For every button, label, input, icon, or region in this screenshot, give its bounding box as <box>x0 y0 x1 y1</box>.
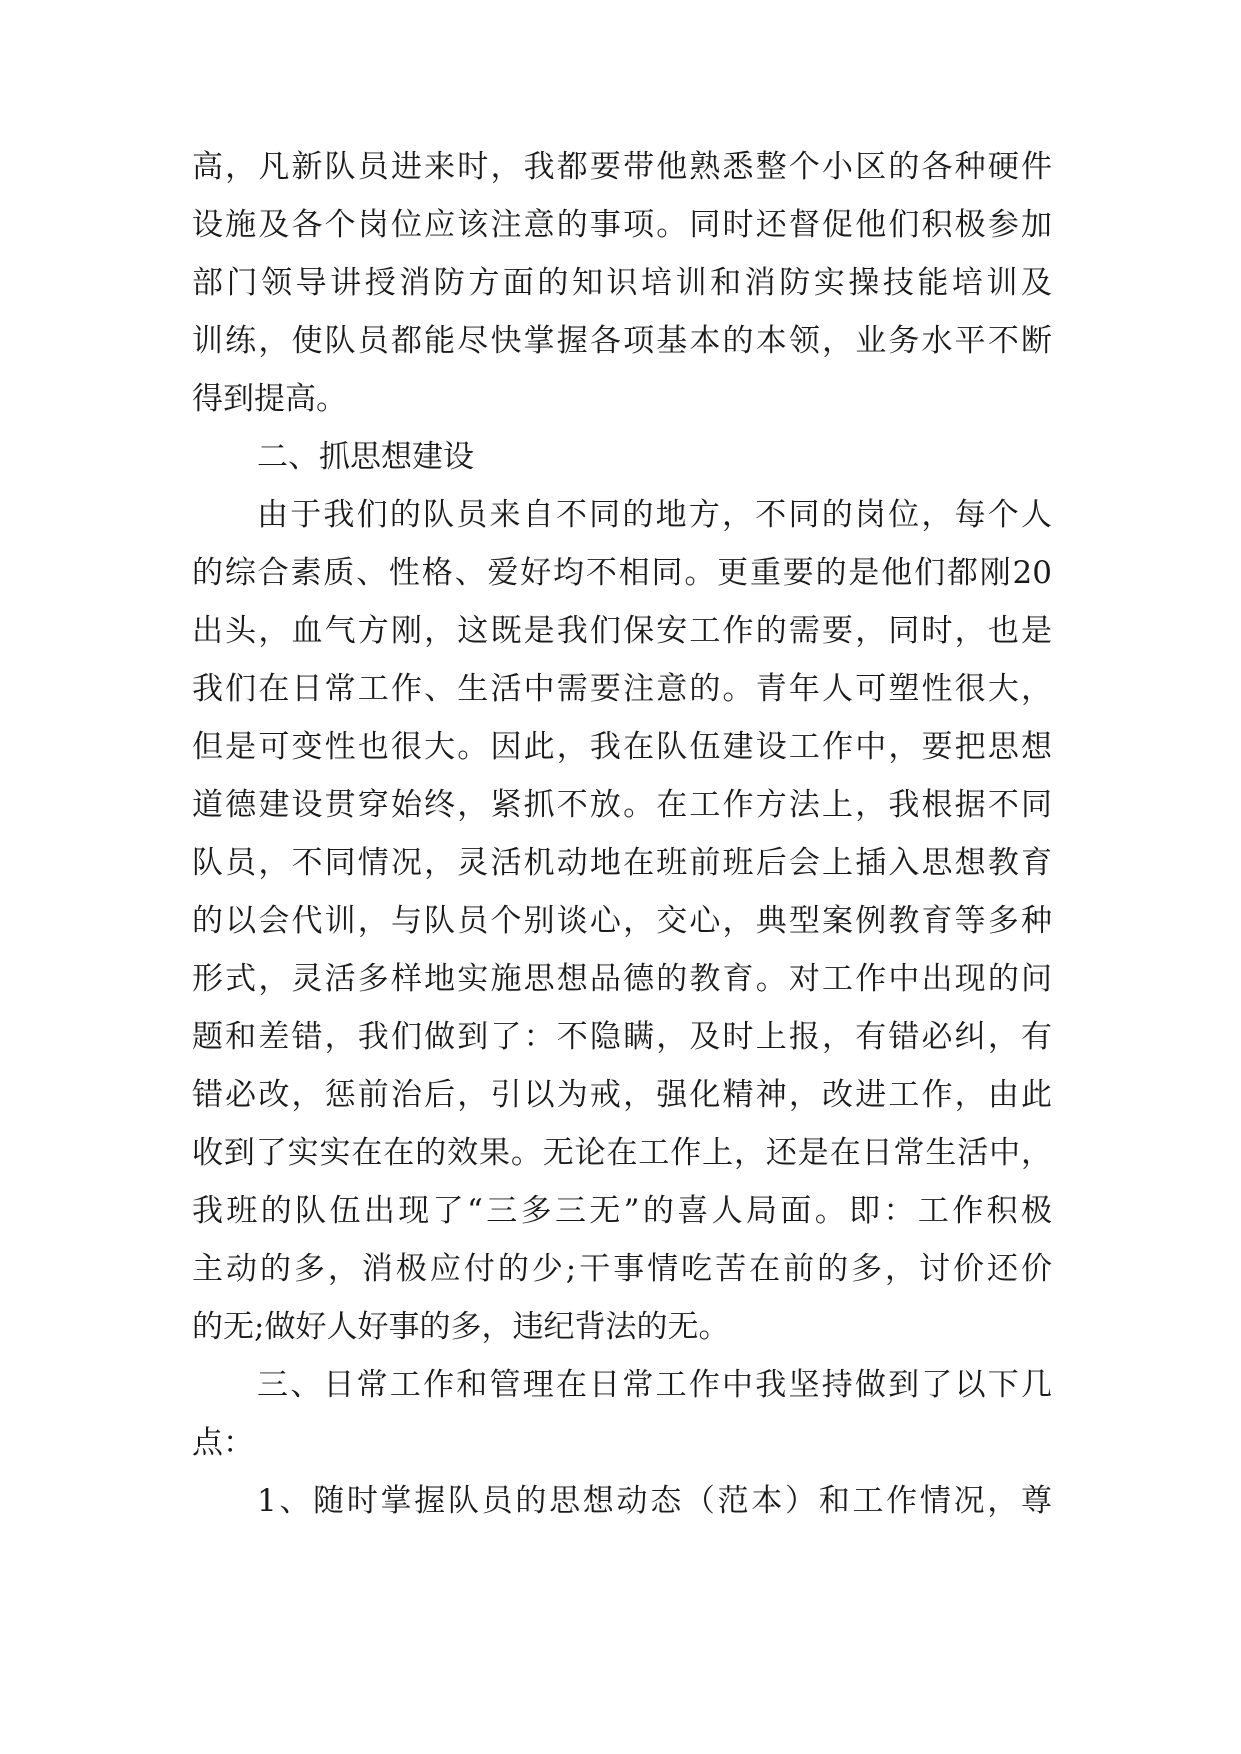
text-line: 出头，血气方刚，这既是我们保安工作的需要，同时，也是 <box>192 613 1052 649</box>
text-line: 题和差错，我们做到了：不隐瞒，及时上报，有错必纠，有 <box>192 1019 1052 1055</box>
section-heading: 三、日常工作和管理在日常工作中我坚持做到了以下几 <box>257 1367 1052 1403</box>
text-line: 的综合素质、性格、爱好均不相同。更重要的是他们都刚20 <box>192 555 1052 591</box>
text-line: 主动的多，消极应付的少;干事情吃苦在前的多，讨价还价 <box>192 1251 1052 1287</box>
text-line: 的无;做好人好事的多，违纪背法的无。 <box>192 1309 730 1345</box>
section-heading: 二、抓思想建设 <box>257 439 474 475</box>
text-line: 设施及各个岗位应该注意的事项。同时还督促他们积极参加 <box>192 207 1052 243</box>
text-line: 得到提高。 <box>192 381 347 417</box>
text-line: 高，凡新队员进来时，我都要带他熟悉整个小区的各种硬件 <box>192 149 1052 185</box>
text-line: 的以会代训，与队员个别谈心，交心，典型案例教育等多种 <box>192 903 1052 939</box>
text-line: 训练，使队员都能尽快掌握各项基本的本领，业务水平不断 <box>192 323 1052 359</box>
text-line: 我们在日常工作、生活中需要注意的。青年人可塑性很大， <box>192 671 1052 707</box>
text-line: 由于我们的队员来自不同的地方，不同的岗位，每个人 <box>257 497 1052 533</box>
text-line: 部门领导讲授消防方面的知识培训和消防实操技能培训及 <box>192 265 1052 301</box>
text-line: 道德建设贯穿始终，紧抓不放。在工作方法上，我根据不同 <box>192 787 1052 823</box>
list-item: 1、随时掌握队员的思想动态（范本）和工作情况，尊 <box>257 1483 1052 1519</box>
text-line: 我班的队伍出现了“三多三无”的喜人局面。即：工作积极 <box>192 1193 1052 1229</box>
text-line: 错必改，惩前治后，引以为戒，强化精神，改进工作，由此 <box>192 1077 1052 1113</box>
text-line: 收到了实实在在的效果。无论在工作上，还是在日常生活中， <box>192 1135 1052 1171</box>
text-line: 但是可变性也很大。因此，我在队伍建设工作中，要把思想 <box>192 729 1052 765</box>
text-line: 队员，不同情况，灵活机动地在班前班后会上插入思想教育 <box>192 845 1052 881</box>
text-line: 形式，灵活多样地实施思想品德的教育。对工作中出现的问 <box>192 961 1052 997</box>
text-line: 点： <box>192 1425 254 1461</box>
